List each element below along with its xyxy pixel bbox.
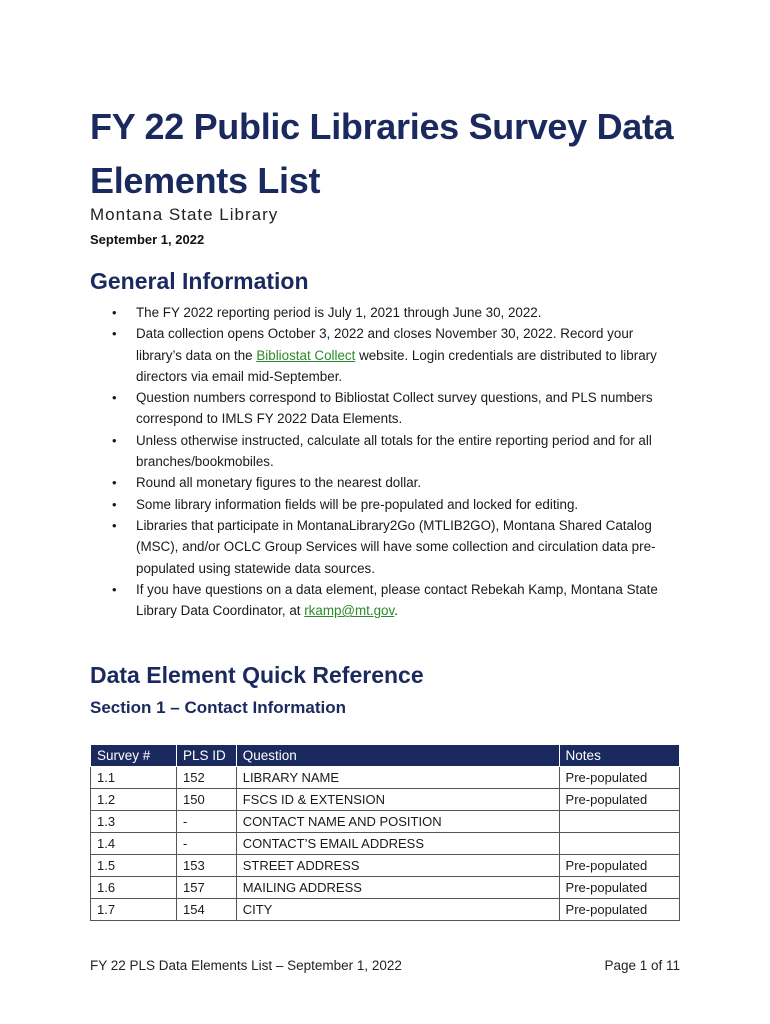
table-cell: 153 <box>177 855 237 877</box>
table-row <box>91 899 680 921</box>
table-header-row <box>91 745 680 767</box>
table-cell: CONTACT’S EMAIL ADDRESS <box>236 833 559 855</box>
list-item <box>110 515 680 579</box>
column-header-survey: Survey # <box>91 745 177 767</box>
table-cell: 157 <box>177 877 237 899</box>
table-cell: CONTACT NAME AND POSITION <box>236 811 559 833</box>
table-cell: - <box>177 811 237 833</box>
list-item <box>110 387 680 430</box>
table-cell: 1.2 <box>91 789 177 811</box>
table-cell: 150 <box>177 789 237 811</box>
list-item-text: Some library information fields will be pre-populated and locked for editing. <box>136 496 579 512</box>
list-item-text: The FY 2022 reporting period is July 1, 2021 through June 30, 2022. <box>136 305 542 320</box>
general-information-list <box>110 302 680 621</box>
table-cell: Pre-populated <box>559 855 679 877</box>
list-item-text: Libraries that participate in MontanaLibrary2Go (MTLIB2GO), Montana Shared Catalog (MSC), and/or OCLC Group Services will have some collection and circulation data pre-populated using statewide data sources. <box>136 517 656 576</box>
table-cell <box>559 833 679 855</box>
list-item <box>110 579 680 622</box>
list-item-text: If you have questions on a data element, please contact Rebekah Kamp, Montana State Library Data Coordinator, at <box>136 581 658 619</box>
document-date: September 1, 2022 <box>90 232 205 247</box>
table-row <box>91 855 680 877</box>
table-cell: FSCS ID & EXTENSION <box>236 789 559 811</box>
table-cell: Pre-populated <box>559 767 679 789</box>
table-cell: Pre-populated <box>559 877 679 899</box>
general-information-heading: General Information <box>90 268 309 294</box>
table-cell: 1.3 <box>91 811 177 833</box>
table-row <box>91 811 680 833</box>
email-link[interactable]: rkamp@mt.gov <box>304 603 395 619</box>
list-item-text: Round all monetary figures to the nearest dollar. <box>136 475 422 491</box>
list-item <box>110 323 680 387</box>
table-row <box>91 833 680 855</box>
list-item-text: Unless otherwise instructed, calculate all totals for the entire reporting period and for all branches/bookmobiles. <box>136 432 652 470</box>
table-cell: - <box>177 833 237 855</box>
column-header-question: Question <box>236 745 559 767</box>
footer-page-number: Page 1 of 11 <box>604 958 680 973</box>
table-cell: MAILING ADDRESS <box>236 877 559 899</box>
section-heading: Section 1 – Contact Information <box>90 698 346 717</box>
table-cell: 1.4 <box>91 833 177 855</box>
table-cell: 154 <box>177 899 237 921</box>
list-item-text: . <box>394 603 398 619</box>
table-cell: Pre-populated <box>559 899 679 921</box>
contact-information-table <box>90 744 680 921</box>
table-cell: CITY <box>236 899 559 921</box>
list-item <box>110 302 680 323</box>
table-row <box>91 789 680 811</box>
table-cell <box>559 811 679 833</box>
quick-reference-heading: Data Element Quick Reference <box>90 662 424 688</box>
list-item <box>110 494 680 515</box>
table-cell: STREET ADDRESS <box>236 855 559 877</box>
list-item <box>110 472 680 493</box>
table-row <box>91 877 680 899</box>
table-cell: 1.7 <box>91 899 177 921</box>
table-cell: Pre-populated <box>559 789 679 811</box>
bibliostat-collect-link[interactable]: Bibliostat Collect <box>256 347 356 363</box>
list-item-text: Data collection opens October 3, 2022 and closes November 30, 2022. Record your library’s data on the <box>136 326 634 363</box>
table-cell: 1.6 <box>91 877 177 899</box>
document-subtitle: Montana State Library <box>90 205 279 224</box>
document-title: FY 22 Public Libraries Survey Data Elements List <box>90 106 674 201</box>
list-item-text: website. Login credentials are distributed to library directors via email mid-September. <box>136 347 657 384</box>
table-cell: 152 <box>177 767 237 789</box>
column-header-notes: Notes <box>559 745 679 767</box>
column-header-pls-id: PLS ID <box>177 745 237 767</box>
table-row <box>91 767 680 789</box>
list-item-text: Question numbers correspond to Bibliostat Collect survey questions, and PLS numbers correspond to IMLS FY 2022 Data Elements. <box>136 390 653 427</box>
footer-document-info: FY 22 PLS Data Elements List – September 1, 2022 <box>90 958 402 973</box>
table-cell: 1.5 <box>91 855 177 877</box>
list-item <box>110 430 680 473</box>
table-cell: 1.1 <box>91 767 177 789</box>
table-cell: LIBRARY NAME <box>236 767 559 789</box>
